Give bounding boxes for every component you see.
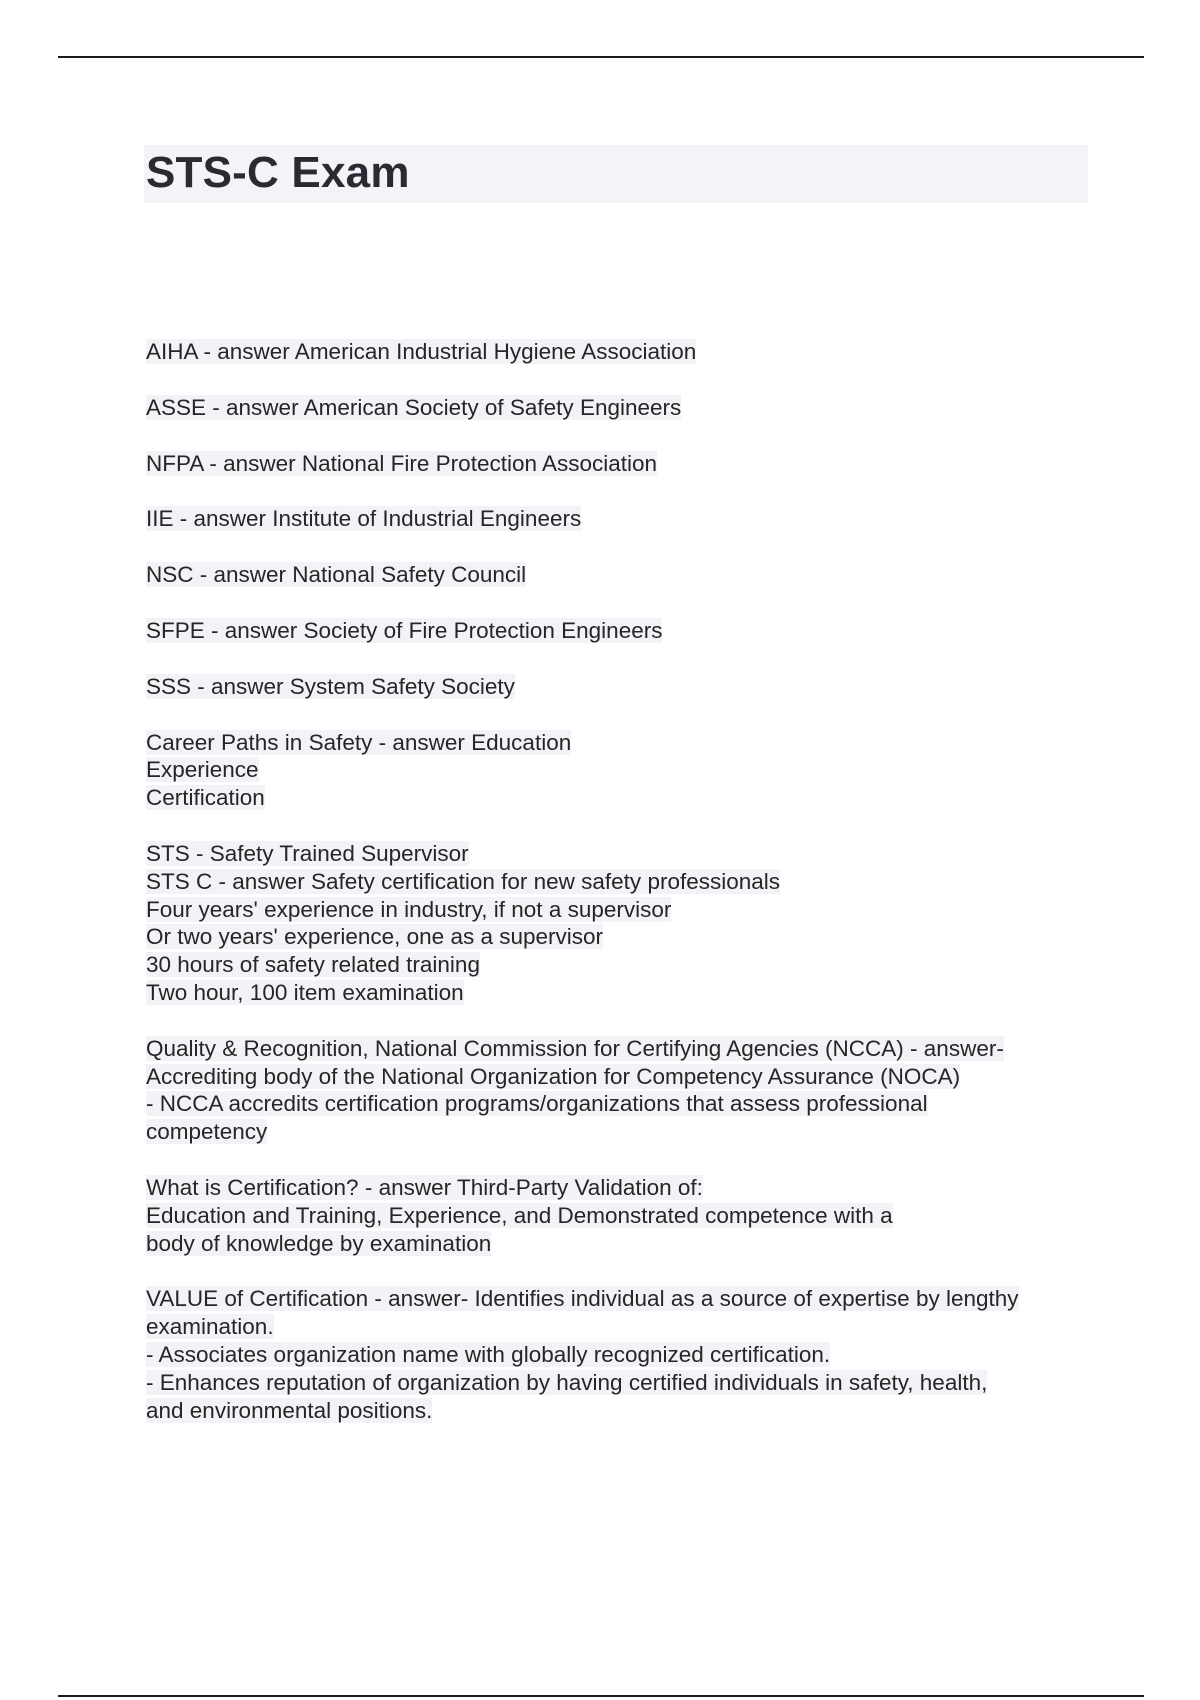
qa-entry-line <box>146 673 1096 701</box>
qa-entry-text: SSS - answer System Safety Society <box>146 673 515 699</box>
qa-entry-line <box>146 1118 1096 1146</box>
qa-entry-line <box>146 756 1096 784</box>
qa-entry-line <box>146 729 1096 757</box>
qa-entry-text: STS - Safety Trained Supervisor <box>146 840 469 866</box>
qa-entry <box>146 1285 1096 1424</box>
qa-entry <box>146 561 1096 589</box>
qa-entry-line <box>146 1063 1096 1091</box>
qa-entry-text: and environmental positions. <box>146 1397 433 1423</box>
qa-entry <box>146 394 1096 422</box>
qa-entry-text: ASSE - answer American Society of Safety Engineers <box>146 394 682 420</box>
qa-entry-text: SFPE - answer Society of Fire Protection Engineers <box>146 617 663 643</box>
qa-entry-line <box>146 561 1096 589</box>
qa-entry <box>146 1035 1096 1146</box>
qa-entry-line <box>146 1313 1096 1341</box>
qa-entry-line <box>146 450 1096 478</box>
qa-entry <box>146 505 1096 533</box>
qa-entry-line <box>146 784 1096 812</box>
qa-entry-line <box>146 1174 1096 1202</box>
qa-entry-text: Education and Training, Experience, and Demonstrated competence with a <box>146 1202 893 1228</box>
qa-entry-line <box>146 505 1096 533</box>
qa-entry-line <box>146 1341 1096 1369</box>
qa-entry-line <box>146 1035 1096 1063</box>
qa-list <box>146 338 1096 1452</box>
qa-entry <box>146 1174 1096 1257</box>
qa-entry-line <box>146 923 1096 951</box>
qa-entry-line <box>146 951 1096 979</box>
qa-entry-text: Two hour, 100 item examination <box>146 979 464 1005</box>
qa-entry-text: body of knowledge by examination <box>146 1230 492 1256</box>
qa-entry-line <box>146 617 1096 645</box>
qa-entry-text: Certification <box>146 785 265 811</box>
qa-entry-text: AIHA - answer American Industrial Hygiene Association <box>146 339 697 364</box>
qa-entry-line <box>146 1285 1096 1313</box>
qa-entry-text: IIE - answer Institute of Industrial Engineers <box>146 506 582 532</box>
qa-entry-text: competency <box>146 1119 268 1145</box>
qa-entry-line <box>146 979 1096 1007</box>
qa-entry-text: examination. <box>146 1314 274 1340</box>
qa-entry-text: VALUE of Certification - answer- Identifies individual as a source of expertise by lengthy <box>146 1286 1019 1312</box>
qa-entry-text: - NCCA accredits certification programs/organizations that assess professional <box>146 1091 928 1117</box>
qa-entry-line <box>146 394 1096 422</box>
qa-entry-line <box>146 1369 1096 1397</box>
qa-entry-text: STS C - answer Safety certification for new safety professionals <box>146 868 781 894</box>
qa-entry-text: 30 hours of safety related training <box>146 952 480 978</box>
qa-entry <box>146 450 1096 478</box>
qa-entry <box>146 840 1096 1007</box>
qa-entry-line <box>146 1230 1096 1258</box>
qa-entry-line <box>146 840 1096 868</box>
qa-entry <box>146 338 1096 366</box>
qa-entry <box>146 617 1096 645</box>
qa-entry-text: Four years' experience in industry, if not a supervisor <box>146 896 672 922</box>
qa-entry-text: - Associates organization name with globally recognized certification. <box>146 1341 831 1367</box>
qa-entry-text: NSC - answer National Safety Council <box>146 562 527 588</box>
qa-entry-text: Quality & Recognition, National Commission for Certifying Agencies (NCCA) - answer- <box>146 1035 1004 1061</box>
qa-entry-text: What is Certification? - answer Third-Party Validation of: <box>146 1174 703 1200</box>
qa-entry-line <box>146 1397 1096 1425</box>
bottom-divider <box>58 1695 1144 1697</box>
top-divider <box>58 56 1144 58</box>
qa-entry-line <box>146 868 1096 896</box>
qa-entry-line <box>146 1090 1096 1118</box>
qa-entry-text: - Enhances reputation of organization by having certified individuals in safety, health, <box>146 1369 988 1395</box>
qa-entry-text: Accrediting body of the National Organization for Competency Assurance (NOCA) <box>146 1063 961 1089</box>
qa-entry-line <box>146 896 1096 924</box>
qa-entry <box>146 729 1096 812</box>
qa-entry-text: Career Paths in Safety - answer Education <box>146 729 572 755</box>
qa-entry-line <box>146 1202 1096 1230</box>
qa-entry-text: Experience <box>146 757 259 783</box>
qa-entry <box>146 673 1096 701</box>
qa-entry-text: NFPA - answer National Fire Protection Association <box>146 450 658 476</box>
qa-entry-line <box>146 338 1096 366</box>
page-title: STS-C Exam <box>146 148 410 197</box>
qa-entry-text: Or two years' experience, one as a supervisor <box>146 924 604 950</box>
